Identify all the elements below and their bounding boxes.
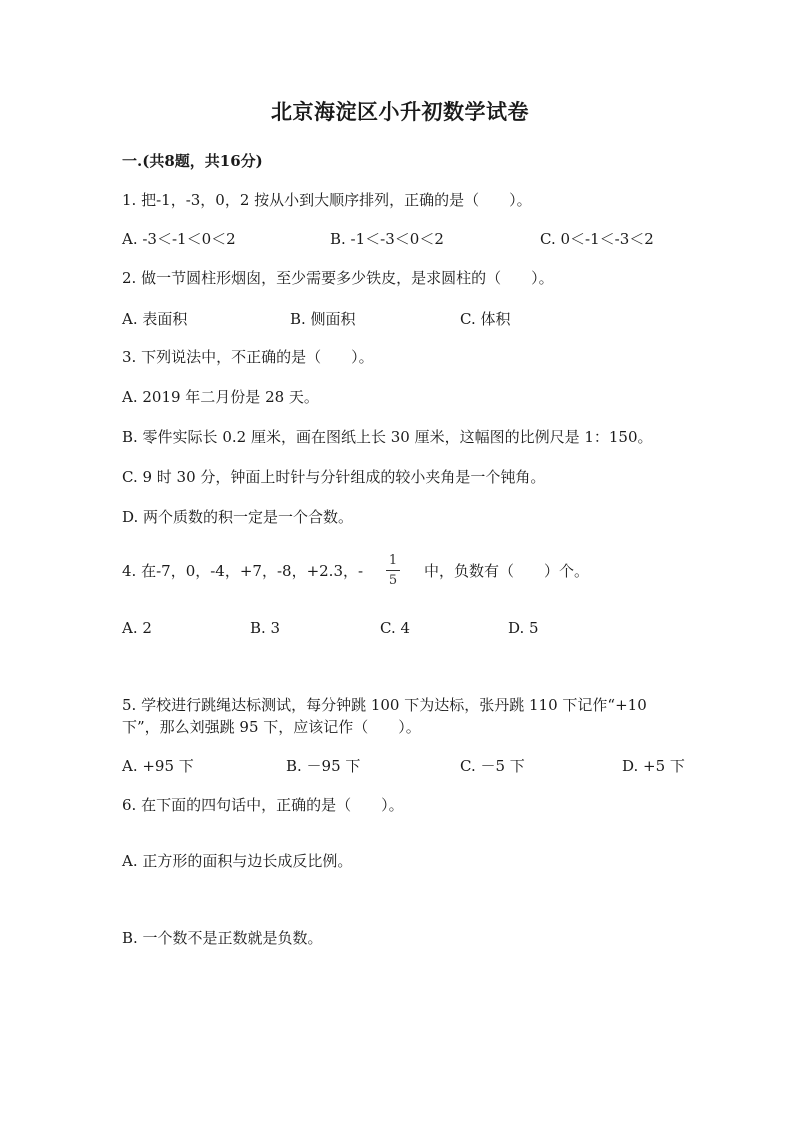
question-3-option-b: B. 零件实际长 0.2 厘米，画在图纸上长 30 厘米，这幅图的比例尺是 1：150。 xyxy=(122,428,653,446)
fraction-numerator: 1 xyxy=(388,553,398,568)
question-5-stem-line2: 下”，那么刘强跳 95 下，应该记作（ ）。 xyxy=(122,718,421,736)
question-4-stem-start: 4. 在-7，0，-4，+7，-8，+2.3，- xyxy=(122,562,364,580)
question-5-option-a: A. +95 下 xyxy=(122,757,194,775)
question-5-option-d: D. +5 下 xyxy=(622,757,685,775)
question-6-stem: 6. 在下面的四句话中，正确的是（ ）。 xyxy=(122,796,404,814)
question-1-option-b: B. -1＜-3＜0＜2 xyxy=(330,230,444,248)
question-5-option-c: C. －5 下 xyxy=(460,757,525,775)
section-heading: 一.(共8题，共16分) xyxy=(122,152,263,170)
question-2-option-b: B. 侧面积 xyxy=(290,310,356,328)
question-1-option-c: C. 0＜-1＜-3＜2 xyxy=(540,230,654,248)
fraction-bar xyxy=(386,570,400,571)
question-4-option-a: A. 2 xyxy=(122,619,152,637)
question-3-option-a: A. 2019 年二月份是 28 天。 xyxy=(122,388,319,406)
question-4-stem-end: 中，负数有（ ）个。 xyxy=(424,562,590,580)
question-3-stem: 3. 下列说法中，不正确的是（ ）。 xyxy=(122,348,374,366)
question-5-stem-line1: 5. 学校进行跳绳达标测试，每分钟跳 100 下为达标，张丹跳 110 下记作“+10 xyxy=(122,696,647,714)
question-2-option-c: C. 体积 xyxy=(460,310,511,328)
page-title: 北京海淀区小升初数学试卷 xyxy=(271,99,529,124)
question-1-option-a: A. -3＜-1＜0＜2 xyxy=(122,230,236,248)
question-1-stem: 1. 把-1，-3，0，2 按从小到大顺序排列，正确的是（ ）。 xyxy=(122,191,532,209)
question-4-option-c: C. 4 xyxy=(380,619,411,637)
fraction-one-fifth xyxy=(384,553,402,588)
question-6-option-b: B. 一个数不是正数就是负数。 xyxy=(122,929,323,947)
question-6-option-a: A. 正方形的面积与边长成反比例。 xyxy=(122,852,353,870)
question-3-option-d: D. 两个质数的积一定是一个合数。 xyxy=(122,508,354,526)
question-4-option-b: B. 3 xyxy=(250,619,281,637)
question-5-option-b: B. －95 下 xyxy=(286,757,361,775)
fraction-denominator: 5 xyxy=(388,573,398,588)
question-2-option-a: A. 表面积 xyxy=(122,310,188,328)
question-3-option-c: C. 9 时 30 分，钟面上时针与分针组成的较小夹角是一个钝角。 xyxy=(122,468,546,486)
question-2-stem: 2. 做一节圆柱形烟囱，至少需要多少铁皮，是求圆柱的（ ）。 xyxy=(122,269,554,287)
question-4-option-d: D. 5 xyxy=(508,619,539,637)
